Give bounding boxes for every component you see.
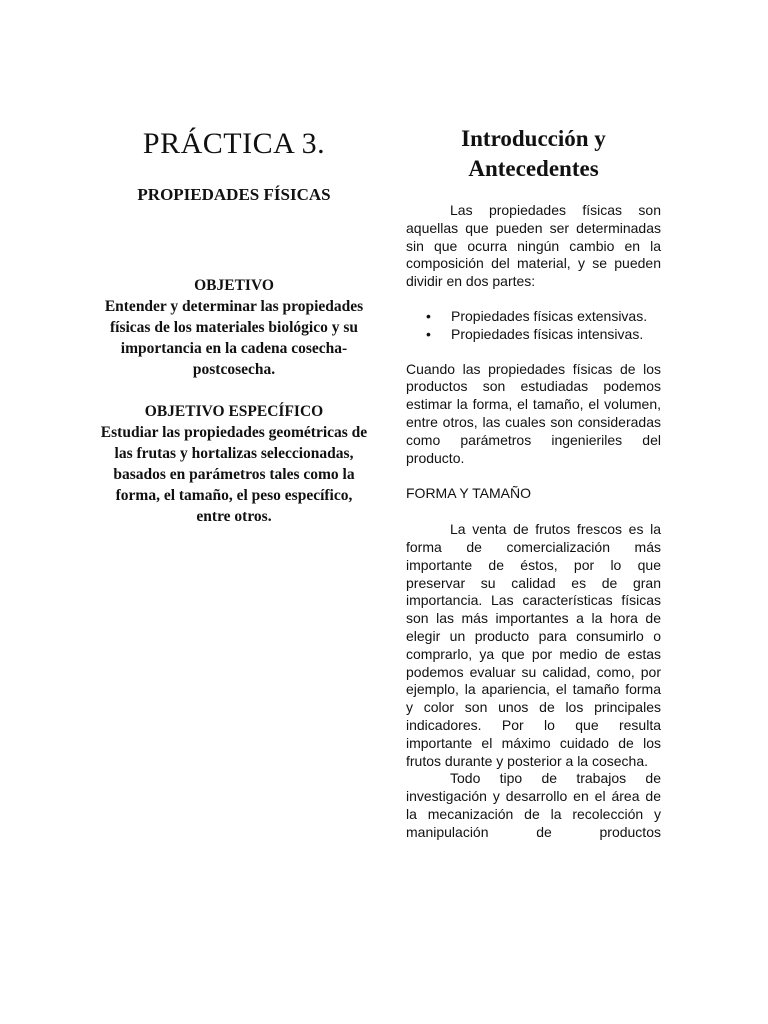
introduction-title-line2: Antecedentes	[468, 156, 599, 181]
list-item	[406, 308, 661, 326]
introduction-title	[406, 124, 661, 184]
right-column	[406, 124, 661, 842]
bullet-icon: •	[426, 307, 431, 324]
practice-title: PRÁCTICA 3.	[142, 127, 326, 160]
specific-objective-text: Estudiar las propiedades geométricas de las frutas y hortalizas seleccionadas, basados en parámetros tales como la forma, el tamaño, el peso específico, entre otros.	[100, 424, 368, 525]
objective-section	[100, 275, 368, 380]
section-heading-forma-tamano: FORMA Y TAMAÑO	[406, 485, 531, 502]
bullet-icon: •	[426, 325, 431, 342]
paragraph-definition: Las propiedades físicas son aquellas que pueden ser determinadas sin que ocurra ningún cambio en la composición del material, y se pueden dividir en dos partes:	[406, 202, 661, 290]
paragraph-venta-frutos: La venta de frutos frescos es la forma de comercialización más importante de éstos, por lo que preservar su calidad es de gran importancia. Las características físicas son las más importantes a la hora de elegir un producto para consumirlo o comprarlo, ya que por medio de estas podemos evaluar su calidad, como, por ejemplo, la apariencia, el tamaño forma y color son unos de los principales indicadores. Por lo que resulta importante el máximo cuidado de los frutos durante y posterior a la cosecha.	[406, 521, 661, 769]
left-column	[100, 126, 368, 527]
objective-text: Entender y determinar las propiedades físicas de los materiales biológico y su importancia en la cadena cosecha-postcosecha.	[104, 298, 364, 378]
list-item	[406, 326, 661, 344]
specific-objective-heading: OBJETIVO ESPECÍFICO	[144, 403, 324, 420]
paragraph-investigacion: Todo tipo de trabajos de investigación y desarrollo en el área de la mecanización de la recolección y manipulación de productos	[406, 770, 661, 840]
list-item-text: Propiedades físicas extensivas.	[451, 307, 648, 324]
introduction-title-line1: Introducción y	[461, 126, 606, 151]
properties-list	[406, 308, 661, 344]
specific-objective-section	[100, 401, 368, 527]
list-item-text: Propiedades físicas intensivas.	[451, 325, 644, 342]
objective-heading: OBJETIVO	[194, 277, 274, 294]
paragraph-parameters: Cuando las propiedades físicas de los productos son estudiadas podemos estimar la forma, el tamaño, el volumen, entre otros, las cuales son consideradas como parámetros ingenieriles del producto.	[406, 360, 661, 466]
practice-subtitle: PROPIEDADES FÍSICAS	[137, 185, 331, 204]
